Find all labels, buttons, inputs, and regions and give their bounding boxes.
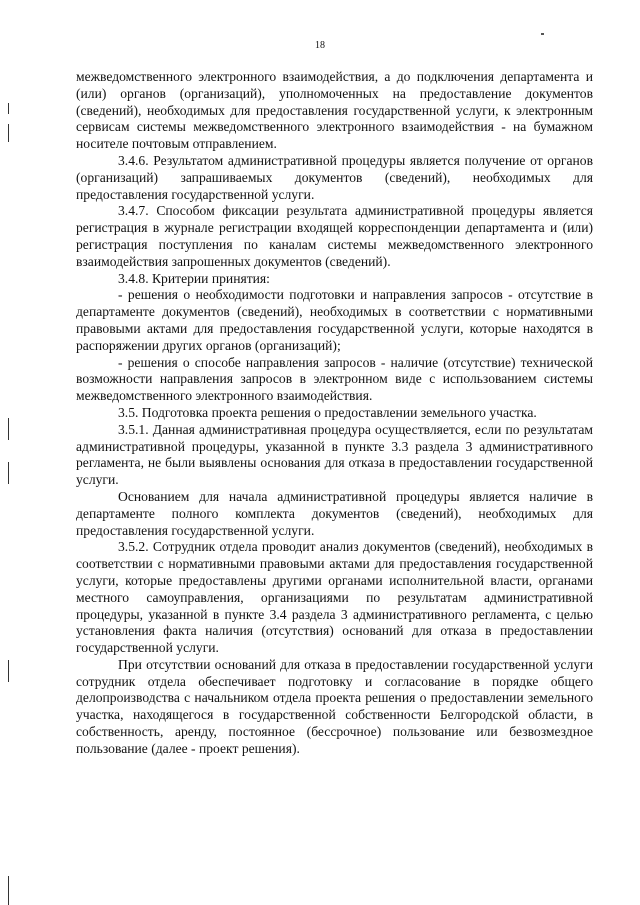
paragraph: 3.5.1. Данная административная процедура осуществляется, если по результатам административной процедуры, указанной в пункте 3.3 раздела 3 административного регламента, не были выявлены основания для отказа в предоставлении государственной услуги. [76,421,593,488]
document-body [76,69,593,758]
paragraph: - решения о способе направления запросов - наличие (отсутствие) технической возможности направления запросов в электронном виде с использованием системы межведомственного электронного взаимодействия. [76,354,593,404]
page-number: 18 [315,40,325,51]
paragraph: 3.4.7. Способом фиксации результата административной процедуры является регистрация в журнале регистрации входящей корреспонденции департамента и (или) регистрация поступления по каналам системы межведомственного электронного взаимодействия запрошенных документов (сведений). [76,203,593,269]
margin-mark [8,876,9,905]
paragraph: межведомственного электронного взаимодействия, а до подключения департамента и (или) органов (организаций), уполномоченных на предоставление документов (сведений), необходимых для предоставления государственной услуги, к электронным сервисам системы межведомственного электронного взаимодействия - на бумажном носителе почтовым отправлением. [76,69,593,152]
paragraph: При отсутствии оснований для отказа в предоставлении государственной услуги сотрудник отдела обеспечивает подготовку и согласование в порядке общего делопроизводства с начальником отдела проекта решения о предоставлении земельного участка, находящегося в государственной собственности Белгородской области, в собственность, аренду, постоянное (бессрочное) пользование или безвозмездное пользование (далее - проект решения). [76,656,593,756]
paragraph: Основанием для начала административной процедуры является наличие в департаменте полного комплекта документов (сведений), необходимых для предоставления государственной услуги. [76,488,593,538]
scan-artifact-dot [541,33,544,35]
paragraph: - решения о необходимости подготовки и направления запросов - отсутствие в департаменте документов (сведений), необходимых в соответствии с нормативными правовыми актами для предоставления государственной услуги, которые находятся в распоряжении других органов (организаций); [76,287,593,353]
margin-mark [8,660,9,682]
paragraph: 3.4.6. Результатом административной процедуры является получение от органов (организаций) запрашиваемых документов (сведений), необходимых для предоставления государственной услуги. [76,152,593,202]
paragraph: 3.5.2. Сотрудник отдела проводит анализ документов (сведений), необходимых в соответствии с нормативными правовыми актами для предоставления государственной услуги, которые предоставлены другими органами исполнительной власти, органами местного самоуправления, организациями по результатам административной процедуры, указанной в пункте 3.4 раздела 3 административного регламента, с целью установления факта наличия (отсутствия) оснований для отказа в предоставлении государственной услуги. [76,539,593,656]
margin-mark [8,418,9,440]
paragraph: 3.4.8. Критерии принятия: [118,270,270,286]
margin-mark [8,462,9,484]
margin-mark [8,103,9,114]
paragraph: 3.5. Подготовка проекта решения о предоставлении земельного участка. [118,404,537,420]
margin-mark [8,124,9,142]
